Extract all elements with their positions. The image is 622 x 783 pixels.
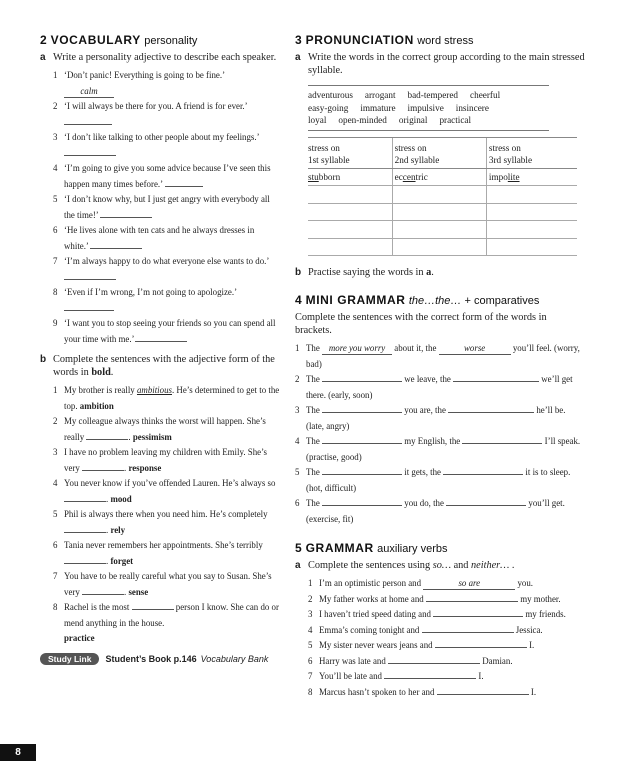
answer-blank[interactable] — [165, 186, 203, 187]
item-text: ‘He lives alone with ten cats and he always dresses in white.’ — [64, 225, 255, 251]
answer-blank[interactable] — [437, 694, 529, 695]
vocab-b-list — [40, 383, 280, 647]
section-title: VOCABULARY — [50, 33, 141, 47]
section-title: MINI GRAMMAR — [305, 293, 406, 307]
pronunciation-heading — [295, 33, 585, 47]
answer-blank[interactable] — [64, 532, 106, 533]
answer-blank[interactable]: calm — [64, 86, 114, 98]
item-text: ‘I don’t know why, but I just get angry with everybody all the time!’ — [64, 194, 270, 220]
bold-word: rely — [110, 524, 126, 535]
list-item — [53, 192, 280, 223]
page-number: 8 — [0, 744, 36, 761]
list-item: 1 I’m an optimistic person and so are you. — [308, 576, 585, 592]
list-item — [53, 476, 280, 507]
answer-blank[interactable] — [322, 505, 402, 506]
section-subtitle: + comparatives — [461, 295, 540, 307]
item-number: 5 — [53, 509, 58, 519]
instruction-so: so… — [432, 560, 451, 571]
item-number: 4 — [295, 436, 300, 446]
item-number: 8 — [53, 602, 58, 612]
answer-cell[interactable] — [308, 221, 392, 239]
answer-blank[interactable] — [64, 310, 114, 311]
vocab-part-b-instruction — [40, 353, 280, 379]
item-number: 3 — [53, 447, 58, 457]
list-item — [53, 507, 280, 538]
answer-cell[interactable] — [308, 186, 392, 204]
answer-blank[interactable]: ambitious — [136, 385, 172, 395]
list-item — [53, 538, 280, 569]
item-number: 5 — [53, 194, 58, 204]
item-number: 3 — [308, 609, 313, 619]
word: bad-tempered — [407, 90, 459, 100]
item-number: 6 — [295, 498, 300, 508]
column-header: stress on 1st syllable — [308, 137, 392, 168]
item-text: Phil is always there when you need him. He’s completely — [64, 509, 268, 519]
study-link-bank: Vocabulary Bank — [200, 653, 269, 664]
answer-cell[interactable] — [308, 203, 392, 221]
answer-blank[interactable] — [135, 341, 187, 342]
grammar-heading — [295, 541, 585, 555]
item-text: . — [124, 462, 127, 473]
answer-blank[interactable] — [64, 563, 106, 564]
list-item — [53, 130, 280, 161]
instruction-end: . — [431, 267, 434, 278]
answer-cell[interactable] — [392, 203, 486, 221]
study-link-book: Student’s Book p.146 — [105, 653, 197, 664]
mini-grammar-instruction: Complete the sentences with the correct form of the words in brackets. — [295, 312, 547, 336]
list-item: 3 I haven’t tried speed dating and my friends. — [308, 607, 585, 623]
section-number: 5 — [295, 541, 303, 555]
item-text: My brother is really — [64, 385, 137, 395]
vocabulary-heading — [40, 33, 280, 47]
list-item: 8 Marcus hasn’t spoken to her and I. — [308, 685, 585, 701]
instruction-mid: and — [451, 560, 472, 571]
answer-cell[interactable] — [308, 238, 392, 256]
column-header: stress on 2nd syllable — [392, 137, 486, 168]
answer-blank[interactable] — [443, 474, 523, 475]
item-text: . — [106, 493, 109, 504]
grammar-list — [295, 576, 585, 700]
word: cheerful — [470, 90, 501, 100]
list-item — [53, 254, 280, 285]
answer-cell[interactable] — [486, 238, 577, 256]
section-number: 2 — [40, 33, 48, 47]
stress-table — [308, 137, 577, 257]
pron-part-b-instruction — [295, 266, 585, 279]
item-number: 5 — [295, 467, 300, 477]
list-item — [53, 161, 280, 192]
word: impulsive — [407, 102, 444, 113]
item-text: ‘I don’t like talking to other people about my feelings.’ — [64, 132, 259, 142]
bold-word: mood — [110, 493, 132, 504]
right-column — [295, 33, 585, 700]
item-text: Rachel is the most — [64, 602, 132, 612]
list-item — [53, 99, 280, 130]
example-cell: eccentric — [392, 168, 486, 186]
list-item — [53, 569, 280, 600]
item-number: 8 — [53, 287, 58, 297]
section-subtitle: auxiliary verbs — [377, 543, 448, 555]
list-item: 1 The more you worry about it, the worse you’ll feel. (worry, bad) — [295, 341, 585, 372]
list-item: 4 The my English, the I’ll speak. (practise, good) — [295, 434, 585, 465]
word-line — [308, 102, 549, 115]
answer-blank[interactable]: so are — [423, 578, 515, 590]
mini-grammar-heading — [295, 293, 585, 307]
answer-blank[interactable] — [100, 217, 152, 218]
item-text: ‘I’m always happy to do what everyone else wants to do.’ — [64, 256, 269, 266]
item-text: . — [106, 524, 109, 535]
word: open-minded — [338, 115, 387, 125]
word: insincere — [455, 102, 489, 113]
instruction-end: . — [110, 367, 114, 378]
bold-word: sense — [128, 586, 149, 597]
section-subtitle-italic: the…the… — [408, 295, 462, 307]
answer-blank[interactable] — [462, 443, 542, 444]
section-number: 3 — [295, 33, 303, 47]
answer-blank[interactable]: worse — [439, 343, 511, 355]
section-subtitle: word stress — [417, 35, 474, 47]
answer-blank[interactable] — [132, 609, 174, 610]
item-number: 6 — [53, 540, 58, 550]
answer-blank[interactable] — [322, 381, 402, 382]
list-item: 3 The you are, the he’ll be. (late, angry) — [295, 403, 585, 434]
answer-blank[interactable] — [453, 381, 539, 382]
item-number: 3 — [53, 132, 58, 142]
answer-blank[interactable] — [435, 647, 527, 648]
answer-cell[interactable] — [486, 203, 577, 221]
item-number: 9 — [53, 318, 58, 328]
item-text: ‘Even if I’m wrong, I’m not going to apologize.’ — [64, 287, 238, 297]
mini-grammar-list — [295, 341, 585, 527]
part-letter: a — [295, 52, 301, 63]
word-line — [308, 89, 549, 102]
answer-blank[interactable] — [64, 155, 116, 156]
word: adventurous — [308, 90, 353, 100]
example-cell: impolite — [486, 168, 577, 186]
word: immature — [360, 102, 396, 113]
section-title: PRONUNCIATION — [305, 33, 414, 47]
answer-blank[interactable] — [82, 594, 124, 595]
answer-cell[interactable] — [486, 221, 577, 239]
answer-blank[interactable] — [388, 663, 480, 664]
study-link-badge: Study Link — [40, 653, 99, 665]
example-cell: stubborn — [308, 168, 392, 186]
item-number: 6 — [53, 225, 58, 235]
item-number: 4 — [53, 478, 58, 488]
answer-blank[interactable] — [322, 474, 402, 475]
bold-word: response — [128, 462, 162, 473]
list-item — [53, 68, 280, 99]
vocab-part-a-instruction — [40, 51, 280, 64]
item-number: 7 — [53, 256, 58, 266]
list-item: 7 You’ll be late and I. — [308, 669, 585, 685]
instruction-neither: neither… — [471, 560, 510, 571]
answer-blank[interactable] — [426, 601, 518, 602]
answer-blank[interactable] — [82, 470, 124, 471]
answer-blank[interactable] — [64, 501, 106, 502]
bold-word: forget — [110, 555, 134, 566]
word-line — [308, 114, 549, 127]
item-number: 2 — [308, 593, 313, 604]
item-text: ‘Don’t panic! Everything is going to be fine.’ — [64, 70, 226, 80]
word: loyal — [308, 115, 327, 125]
pron-part-a-instruction — [295, 51, 585, 77]
study-link — [40, 653, 280, 665]
word: easy-going — [308, 102, 349, 113]
word-box — [308, 85, 549, 131]
answer-blank[interactable] — [448, 412, 534, 413]
vocab-a-list — [40, 68, 280, 347]
part-letter: a — [40, 52, 46, 63]
item-text: . — [128, 431, 131, 442]
left-column — [40, 33, 280, 665]
word: original — [398, 115, 428, 125]
part-letter: b — [295, 267, 302, 278]
word: practical — [439, 115, 472, 125]
instruction-text: Write the words in the correct group according to the main stressed syllable. — [308, 52, 585, 76]
section-number: 4 — [295, 293, 303, 307]
table-row — [308, 221, 577, 239]
answer-blank[interactable] — [422, 632, 514, 633]
table-row — [308, 238, 577, 256]
part-letter: a — [295, 560, 301, 571]
item-number: 2 — [53, 416, 58, 426]
item-number: 1 — [53, 70, 58, 80]
table-row — [308, 168, 577, 186]
item-number: 7 — [53, 571, 58, 581]
list-item: 5 The it gets, the it is to sleep. (hot, difficult) — [295, 465, 585, 496]
instruction-text: Complete the sentences with the adjective form of the words in — [53, 354, 275, 378]
word: arrogant — [364, 90, 396, 100]
list-item: 2 My father works at home and my mother. — [308, 592, 585, 608]
list-item: 5 My sister never wears jeans and I. — [308, 638, 585, 654]
item-text: ‘I want you to stop seeing your friends so you can spend all your time with me.’ — [64, 318, 276, 344]
list-item — [53, 383, 280, 414]
instruction-text: Complete the sentences using — [308, 560, 433, 571]
list-item: 2 The we leave, the we’ll get there. (early, soon) — [295, 372, 585, 403]
answer-blank[interactable] — [322, 443, 402, 444]
item-text: ‘I will always be there for you. A friend is for ever.’ — [64, 101, 247, 111]
item-number: 2 — [295, 374, 300, 384]
answer-cell[interactable] — [392, 238, 486, 256]
section-subtitle: personality — [144, 35, 198, 47]
table-row — [308, 203, 577, 221]
item-text: You have to be really careful what you say to Susan. She’s very — [64, 571, 272, 597]
list-item — [53, 600, 280, 647]
item-number: 4 — [308, 624, 313, 635]
instruction-text: Practise saying the words in — [308, 267, 427, 278]
list-item — [53, 316, 280, 347]
list-item — [53, 414, 280, 445]
answer-blank[interactable] — [384, 678, 476, 679]
item-text: ‘I’m going to give you some advice because I’ve seen this happen many times before.’ — [64, 163, 271, 189]
grammar-part-a-instruction — [295, 559, 585, 572]
item-text: . — [124, 586, 127, 597]
instruction-bold: bold — [91, 367, 111, 378]
answer-blank[interactable] — [90, 248, 142, 249]
item-number: 7 — [308, 671, 313, 681]
list-item: 4 Emma’s coming tonight and Jessica. — [308, 623, 585, 639]
answer-blank[interactable] — [64, 279, 116, 280]
item-number: 1 — [53, 385, 58, 395]
answer-cell[interactable] — [486, 186, 577, 204]
instruction-text: Write a personality adjective to describe each speaker. — [53, 52, 277, 63]
item-text: My colleague always thinks the worst will happen. She’s really — [64, 416, 266, 442]
item-number: 2 — [53, 101, 58, 111]
section-title: GRAMMAR — [305, 541, 374, 555]
item-text: Tania never remembers her appointments. She’s terribly — [64, 540, 263, 550]
answer-blank[interactable] — [64, 124, 112, 125]
list-item — [53, 445, 280, 476]
bold-word: ambition — [79, 400, 114, 411]
item-number: 8 — [308, 686, 313, 697]
answer-blank[interactable] — [86, 439, 128, 440]
answer-blank[interactable] — [322, 412, 402, 413]
table-row — [308, 186, 577, 204]
instruction-end: . — [509, 560, 515, 571]
answer-blank[interactable]: more you worry — [322, 343, 392, 355]
item-text: . He’s determined to get to the top. — [64, 385, 280, 411]
answer-cell[interactable] — [392, 186, 486, 204]
item-number: 6 — [308, 655, 313, 666]
answer-cell[interactable] — [392, 221, 486, 239]
item-number: 5 — [308, 640, 313, 650]
bold-word: pessimism — [132, 431, 172, 442]
item-number: 4 — [53, 163, 58, 173]
list-item: 6 The you do, the you’ll get. (exercise, fit) — [295, 496, 585, 527]
part-letter: b — [40, 354, 47, 365]
answer-blank[interactable] — [446, 505, 526, 506]
item-text: person I know. She can do or mend anything in the house. — [64, 602, 279, 628]
list-item — [53, 285, 280, 316]
table-header-row — [308, 137, 577, 168]
item-number: 1 — [308, 578, 313, 588]
instruction-bold: a — [426, 267, 432, 278]
item-text: I have no problem leaving my children with Emily. She’s very — [64, 447, 268, 473]
column-header: stress on 3rd syllable — [486, 137, 577, 168]
bold-word: practice — [64, 633, 95, 643]
item-number: 1 — [295, 343, 300, 353]
list-item: 6 Harry was late and Damian. — [308, 654, 585, 670]
item-number: 3 — [295, 405, 300, 415]
list-item — [53, 223, 280, 254]
answer-blank[interactable] — [433, 616, 523, 617]
item-text: . — [106, 555, 109, 566]
item-text: You never know if you’ve offended Lauren. He’s always so — [64, 478, 276, 488]
